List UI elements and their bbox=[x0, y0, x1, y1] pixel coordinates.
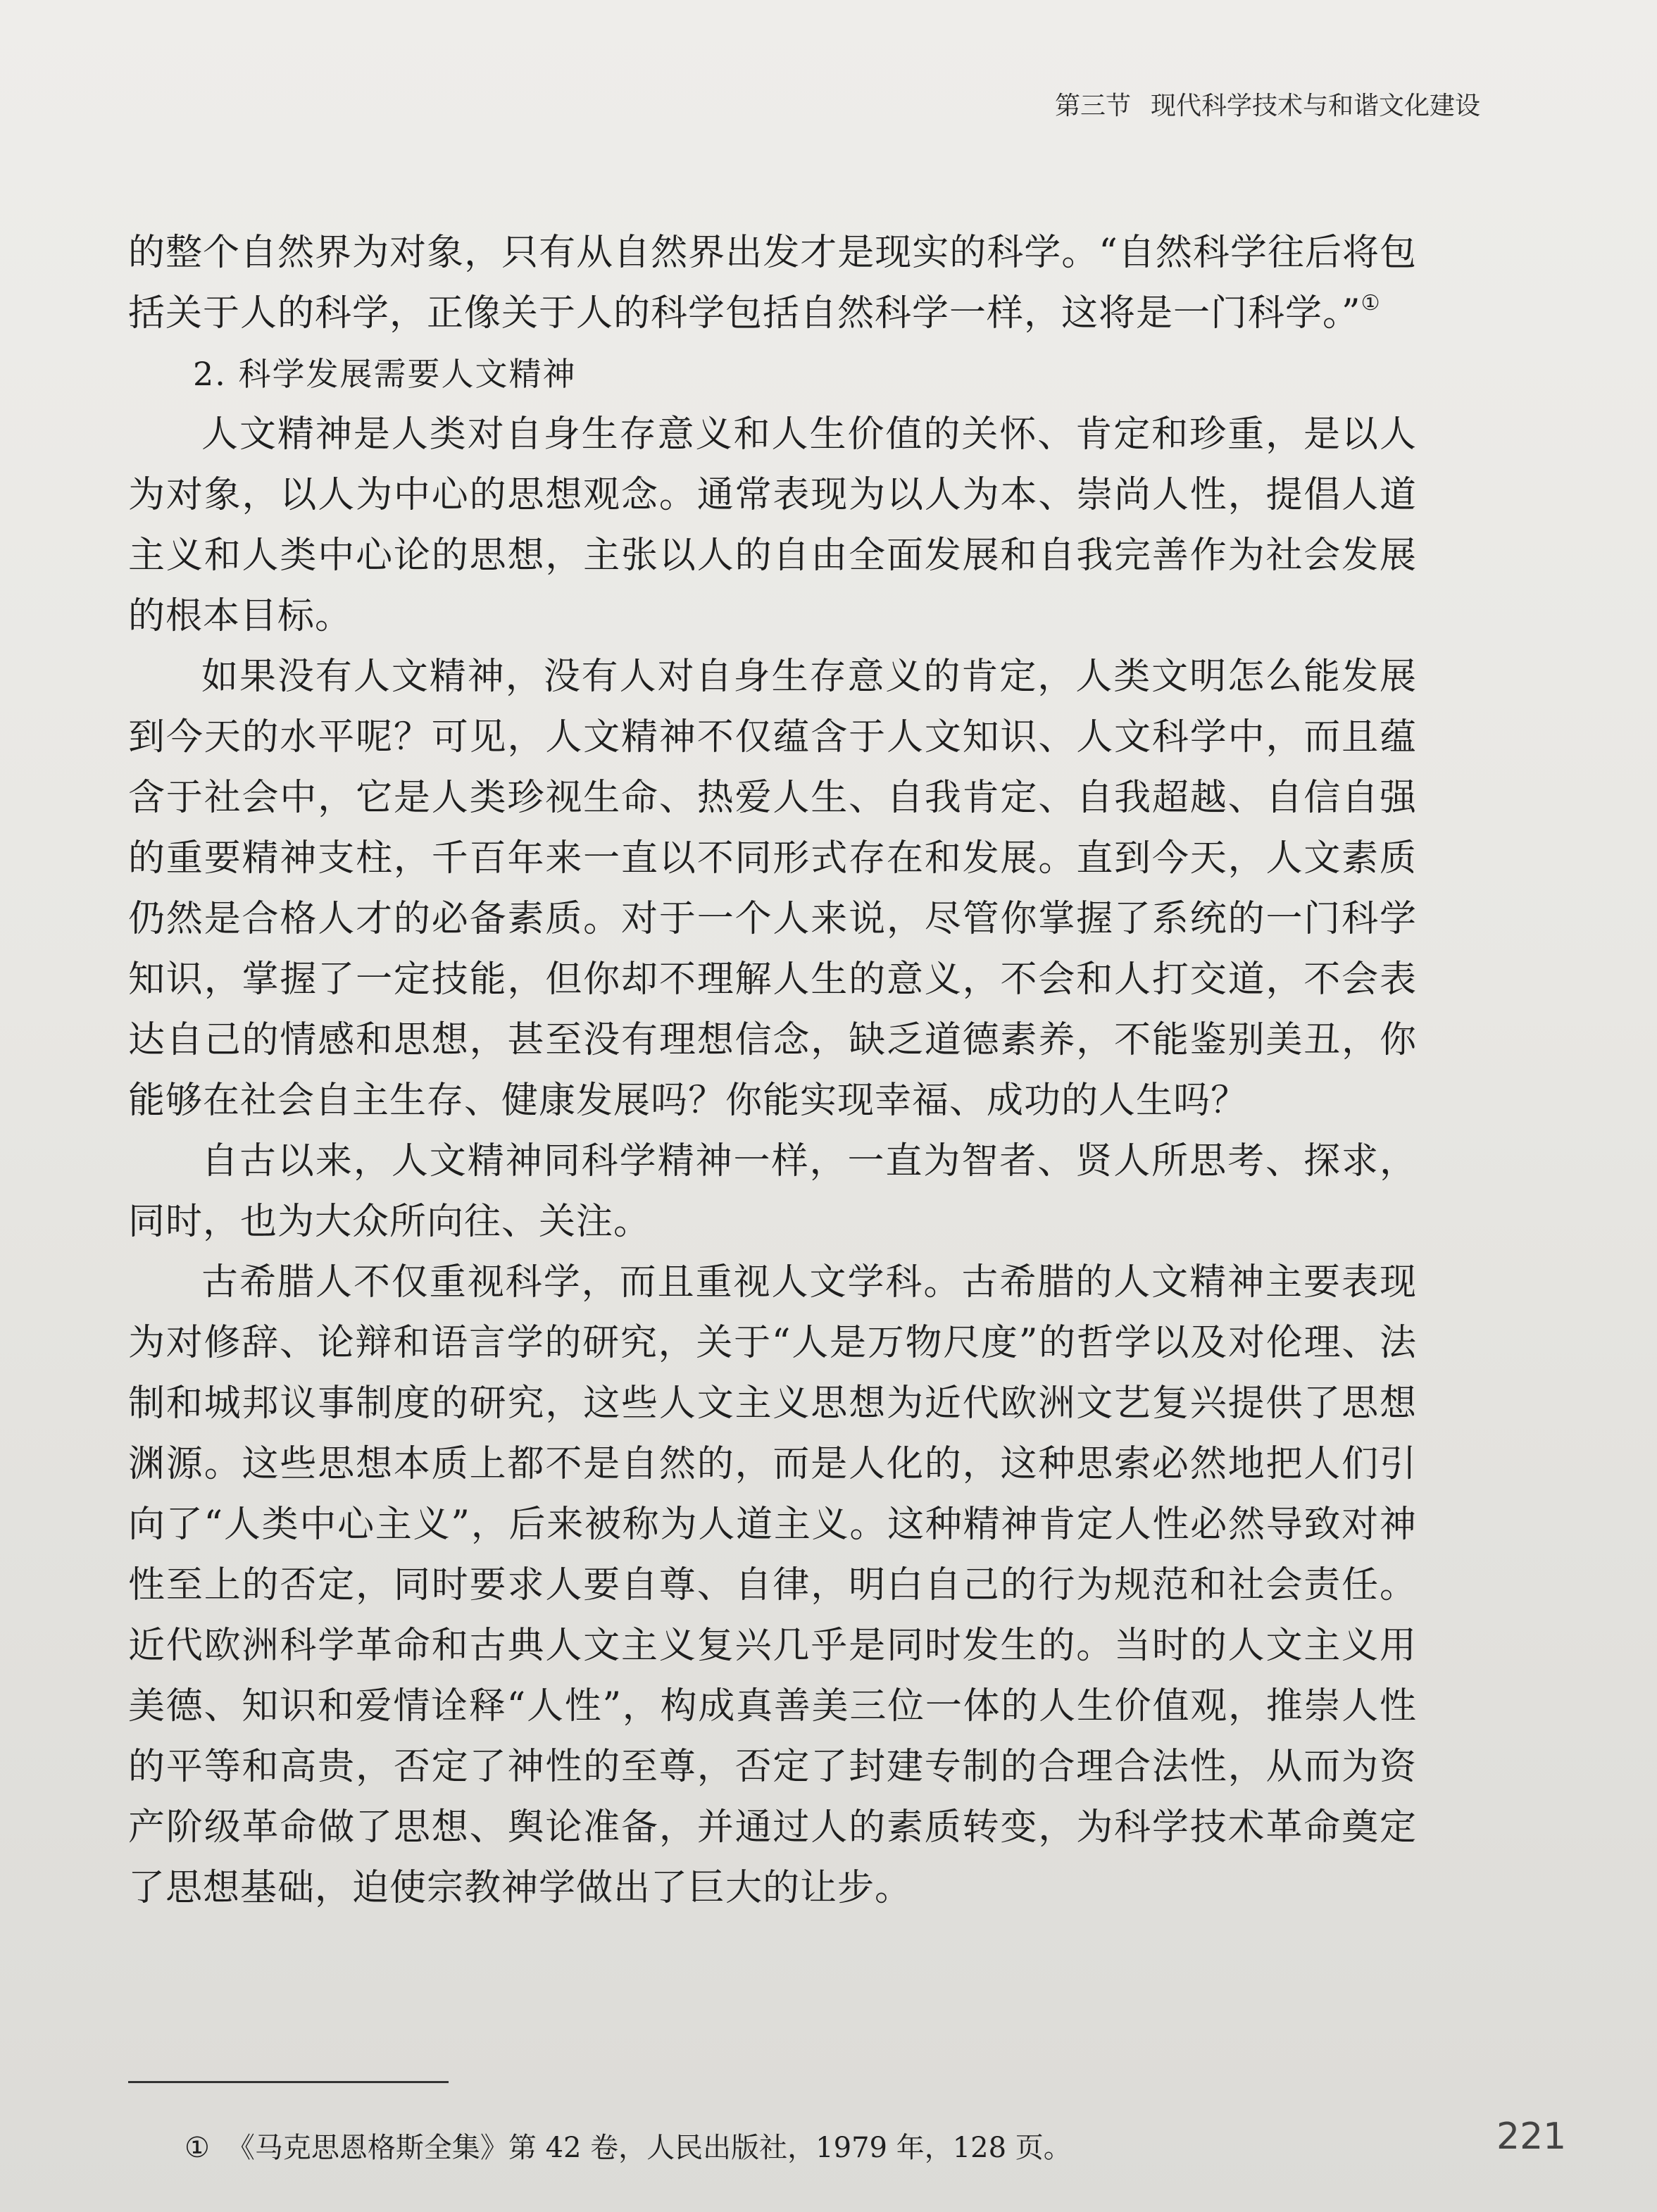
paragraph: 古希腊人不仅重视科学，而且重视人文学科。古希腊的人文精神主要表现为对修辞、论辩和语言学的研究，关于“人是万物尺度”的哲学以及对伦理、法制和城邦议事制度的研究，这些人文主义思想为近代欧洲文艺复兴提供了思想渊源。这些思想本质上都不是自然的，而是人化的，这种思索必然地把人们引向了“人类中心主义”，后来被称为人道主义。这种精神肯定人性必然导致对神性至上的否定，同时要求人要自尊、自律，明白自己的行为规范和社会责任。近代欧洲科学革命和古典人文主义复兴几乎是同时发生的。当时的人文主义用美德、知识和爱情诠释“人性”，构成真善美三位一体的人生价值观，推崇人性的平等和高贵，否定了神性的至尊，否定了封建专制的合理合法性，从而为资产阶级革命做了思想、舆论准备，并通过人的素质转变，为科学技术革命奠定了思想基础，迫使宗教神学做出了巨大的让步。 bbox=[128, 1261, 1417, 1909]
paragraph: 人文精神是人类对自身生存意义和人生价值的关怀、肯定和珍重，是以人为对象，以人为中心的思想观念。通常表现为以人为本、崇尚人性，提倡人道主义和人类中心论的思想，主张以人的自由全面发展和自我完善作为社会发展的根本目标。 bbox=[128, 413, 1417, 637]
footnote-reference: ① bbox=[1361, 291, 1381, 315]
footnote-divider bbox=[128, 2081, 449, 2083]
running-header bbox=[1055, 86, 1480, 122]
paragraph: 自古以来，人文精神同科学精神一样，一直为智者、贤人所思考、探求，同时，也为大众所向往、关注。 bbox=[128, 1140, 1417, 1243]
body-text bbox=[128, 223, 1417, 1918]
footnote-mark: ① bbox=[185, 2132, 210, 2164]
header-section: 第三节 bbox=[1055, 92, 1132, 120]
paragraph-continued bbox=[128, 223, 1417, 344]
paragraph-text: 的整个自然界为对象，只有从自然界出发才是现实的科学。“自然科学往后将包括关于人的科学，正像关于人的科学包括自然科学一样，这将是一门科学。” bbox=[128, 232, 1417, 335]
footnote-text: 《马克思恩格斯全集》第 42 卷，人民出版社，1979 年，128 页。 bbox=[226, 2132, 1072, 2164]
section-heading: 2. 科学发展需要人文精神 bbox=[193, 355, 577, 393]
page-number: 221 bbox=[1496, 2116, 1567, 2158]
footnote bbox=[185, 2125, 1072, 2166]
header-title: 现代科学技术与和谐文化建设 bbox=[1151, 92, 1481, 120]
paragraph: 如果没有人文精神，没有人对自身生存意义的肯定，人类文明怎么能发展到今天的水平呢？可见，人文精神不仅蕴含于人文知识、人文科学中，而且蕴含于社会中，它是人类珍视生命、热爱人生、自我肯定、自我超越、自信自强的重要精神支柱，千百年来一直以不同形式存在和发展。直到今天，人文素质仍然是合格人才的必备素质。对于一个人来说，尽管你掌握了系统的一门科学知识，掌握了一定技能，但你却不理解人生的意义，不会和人打交道，不会表达自己的情感和思想，甚至没有理想信念，缺乏道德素养，不能鉴别美丑，你能够在社会自主生存、健康发展吗？你能实现幸福、成功的人生吗？ bbox=[128, 656, 1417, 1122]
